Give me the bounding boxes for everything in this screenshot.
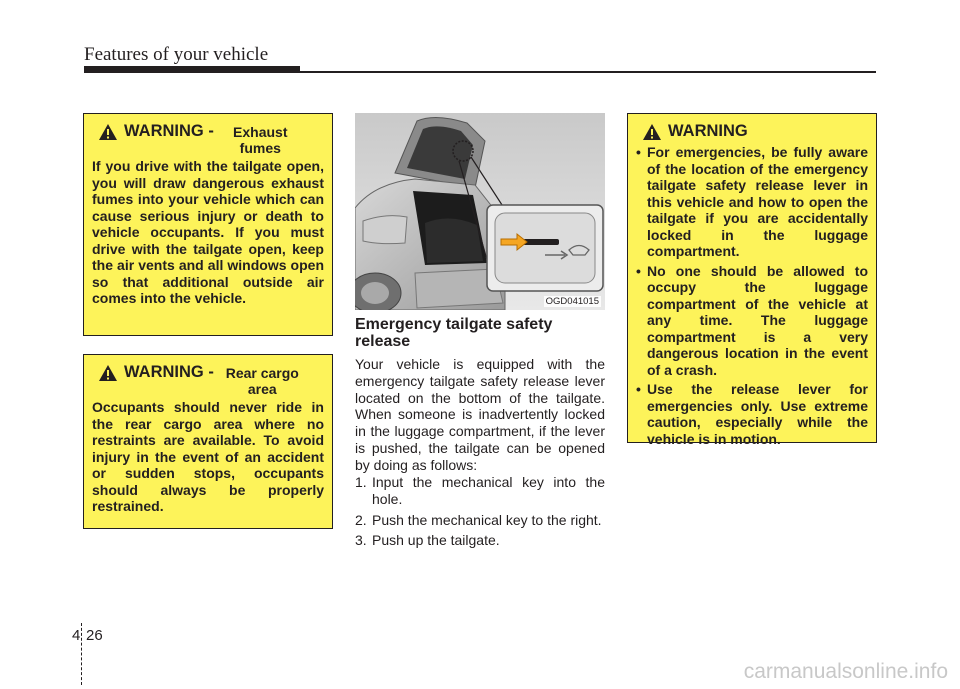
step-number: 2. [355,511,367,528]
warning-bullet-text: For emergencies, be fully aware of the location of the emergency tailgate safety release lever in this vehicle and how to open the tailgate if you are accidentally locked in the luggage compartment. [647,144,868,259]
figure-code: OGD041015 [545,296,599,307]
bullet-dot-icon: • [636,381,641,397]
step-item [355,532,605,549]
page-header-title: Features of your vehicle [84,44,269,65]
warning-label: WARNING - [124,363,214,381]
warning-triangle-icon [642,123,662,141]
warning-box-general [627,113,877,447]
page-number: 26 [86,627,103,644]
section-intro: Your vehicle is equipped with the emergency tailgate safety release lever located on the bottom of the tailgate. When someone is inadvertently locked in the luggage compartment, if the lever is pushed, the tailgate can be opened by doing as follows: [355,356,605,473]
warning-triangle-icon [98,123,118,141]
warning-body-text: Occupants should never ride in the rear cargo area where no restraints are available. To avoid injury in the event of an accident or sudden stops, occupants should always be properly restrained. [92,399,324,514]
step-item [355,474,605,508]
warning-label: WARNING - [124,122,214,140]
watermark: carmanualsonline.info [743,660,948,683]
warning-bullet [636,144,868,260]
step-item [355,512,605,529]
tailgate-release-illustration [355,113,605,310]
procedure-steps [355,474,605,553]
warning-box-exhaust [83,113,333,336]
warning-subject: Exhaust fumes [233,124,288,156]
page-number-divider [81,623,82,685]
warning-bullet-text: No one should be allowed to occupy the luggage compartment of the vehicle at any time. The luggage compartment is a very dangerous location in the event of a crash. [647,262,868,378]
warning-bullet-text: Use the release lever for emergencies only. Use extreme caution, especially while the vehicle is in motion. [647,381,868,447]
bullet-dot-icon: • [636,144,641,160]
step-number: 1. [355,474,367,490]
warning-body-text: If you drive with the tailgate open, you will draw dangerous exhaust fumes into your vehicle which can cause serious injury or death to vehicle occupants. If you must drive with the tailgate open, keep the air vents and all windows open so that additional outside air comes into the vehicle. [92,158,324,306]
section-title: Emergency tailgate safety release [355,316,553,350]
step-text: Push the mechanical key to the right. [372,511,602,528]
warning-bullet [636,263,868,379]
warning-triangle-icon [98,364,118,382]
header-rule-thin [84,71,876,73]
step-text: Input the mechanical key into the hole. [372,474,605,507]
chapter-number: 4 [72,627,81,644]
warning-subject: Rear cargo area [225,365,299,397]
step-number: 3. [355,532,367,549]
warning-label: WARNING [668,122,748,140]
warning-box-cargo [83,354,333,529]
warning-bullet [636,381,868,447]
bullet-dot-icon: • [636,262,641,279]
tailgate-drawing [355,113,605,310]
step-text: Push up the tailgate. [372,532,500,549]
